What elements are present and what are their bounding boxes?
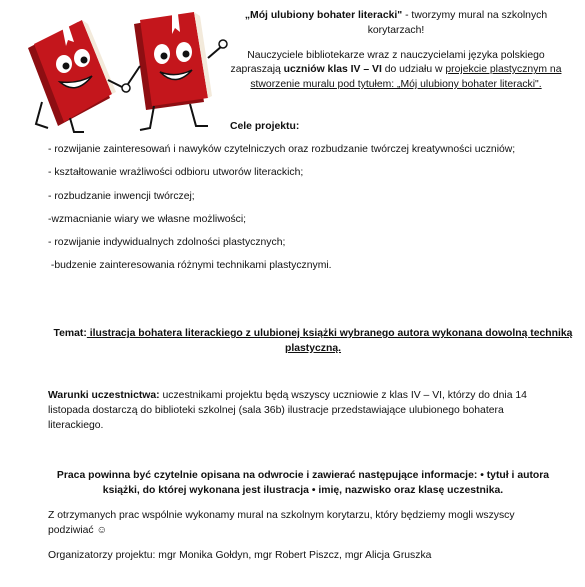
headline-rest: - tworzymy mural na szkolnych korytarzach!	[367, 10, 548, 36]
goals-list	[48, 143, 553, 283]
topic-label: Temat:	[53, 328, 87, 339]
goal-item: -budzenie zainteresowania różnymi technikami plastycznymi.	[48, 260, 332, 272]
goal-item: - rozwijanie indywidualnych zdolności plastycznych;	[48, 237, 286, 249]
conditions-text: uczestnikami projektu będą wszyscy uczniowie z klas IV – VI, którzy do dnia 14 listopada dostarczą do biblioteki szkolnej (sala 36b) ilustracje przedstawiające ulubionego bohatera literackiego.	[48, 390, 527, 431]
conditions-label: Warunki uczestnictwa:	[48, 390, 160, 401]
organizers-line: Organizatorzy projektu: mgr Monika Gołdyn, mgr Robert Piszcz, mgr Alicja Gruszka	[48, 550, 432, 561]
invitation-project-link: projekcie plastycznym na stworzenie muralu pod tytułem: „Mój ulubiony bohater literacki".	[250, 64, 562, 91]
goal-item: -wzmacnianie wiary we własne możliwości;	[48, 213, 247, 225]
goal-item: - kształtowanie wrażliwości odbioru utworów literackich;	[48, 167, 304, 179]
invitation-part-a: Nauczyciele bibliotekarze wraz z nauczycielami języka polskiego zapraszają	[230, 49, 545, 76]
invitation-part-c: do udziału w	[381, 64, 446, 76]
intro-block	[222, 9, 570, 103]
topic-text: ilustracja bohatera literackiego z ulubionej książki wybranego autora wykonana dowolną techniką plastyczną.	[86, 328, 573, 354]
conditions-block	[48, 389, 528, 433]
headline	[222, 9, 570, 39]
submission-requirements: Praca powinna być czytelnie opisana na odwrocie i zawierać następujące informacje: • tytuł i autora książki, do której wykonana jest ilustracja • imię, nazwisko oraz klasę uczestnika.	[56, 470, 550, 496]
left-book-character	[28, 20, 130, 132]
goal-item: - rozwijanie zainteresowań i nawyków czytelniczych oraz rozbudzanie twórczej kreatywności uczniów;	[48, 144, 516, 155]
closing-paragraph: Z otrzymanych prac wspólnie wykonamy mural na szkolnym korytarzu, który będziemy mogli wszyscy podziwiać ☺	[48, 510, 515, 536]
invitation-classes: uczniów klas IV – VI	[283, 64, 382, 76]
invitation	[222, 49, 570, 93]
two-books-illustration	[22, 6, 232, 136]
headline-title: „Mój ulubiony bohater literacki"	[244, 10, 403, 21]
right-book-character	[128, 12, 227, 130]
topic-block	[48, 327, 578, 357]
goal-item: - rozbudzanie inwencji twórczej;	[48, 190, 195, 202]
goals-heading: Cele projektu:	[230, 121, 300, 132]
